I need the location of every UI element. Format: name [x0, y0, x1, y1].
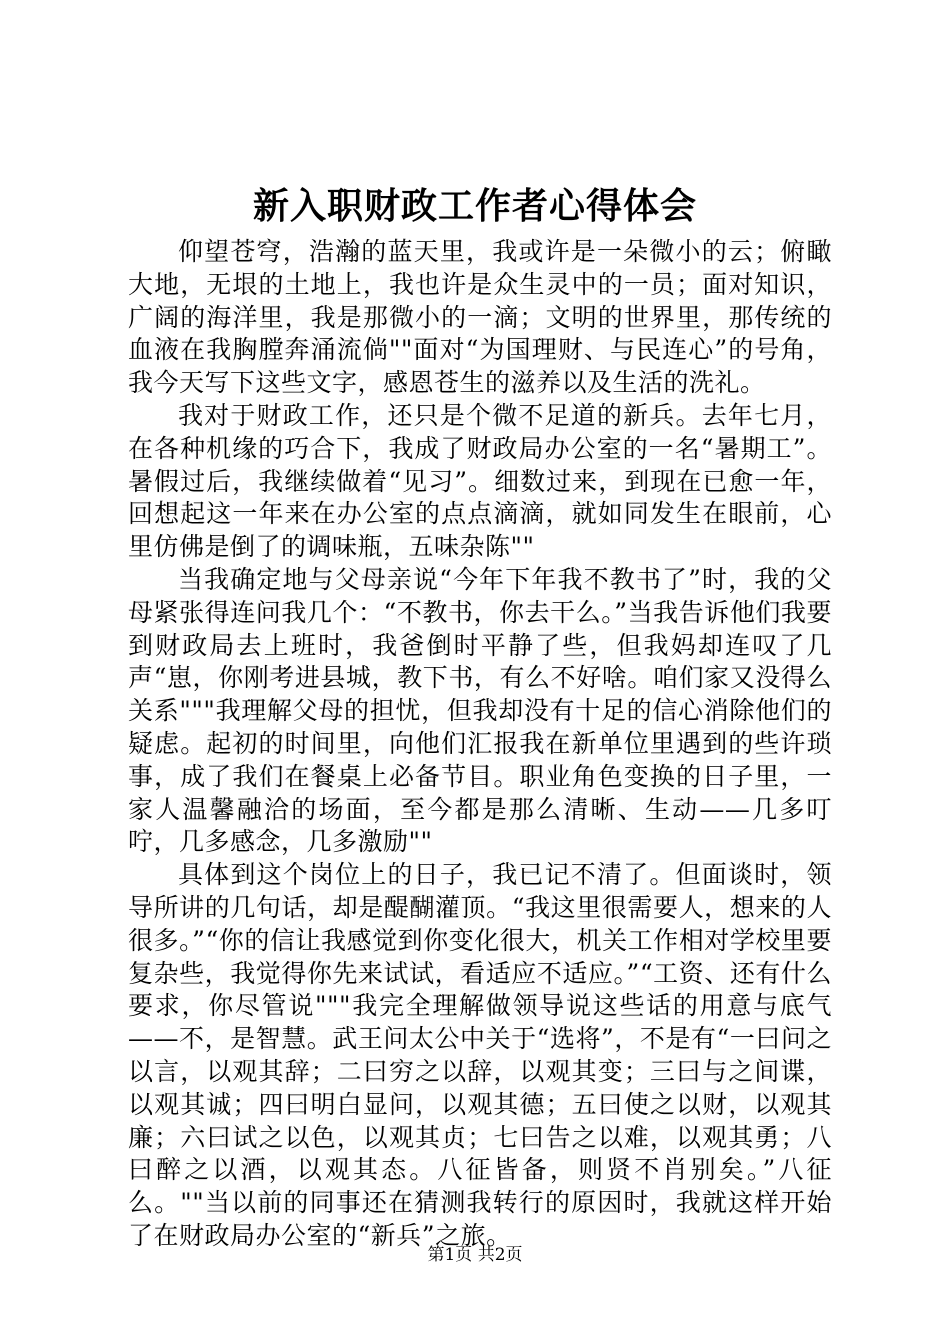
page-number-footer: 第1页 共2页 — [427, 1245, 523, 1265]
paragraph-1: 仰望苍穹，浩瀚的蓝天里，我或许是一朵微小的云；俯瞰大地，无垠的土地上，我也许是众生灵中的一员；面对知识，广阔的海洋里，我是那微小的一滴；文明的世界里，那传统的血液在我胸膛奔涌流倘""面对“为国理财、与民连心”的号角，我今天写下这些文字，感恩苍生的滋养以及生活的洗礼。 — [128, 237, 832, 398]
paragraph-2: 我对于财政工作，还只是个微不足道的新兵。去年七月，在各种机缘的巧合下，我成了财政局办公室的一名“暑期工”。暑假过后，我继续做着“见习”。细数过来，到现在已愈一年，回想起这一年来在办公室的点点滴滴，就如同发生在眼前，心里仿佛是倒了的调味瓶，五味杂陈"" — [128, 400, 832, 562]
paragraph-4: 具体到这个岗位上的日子，我已记不清了。但面谈时，领导所讲的几句话，却是醍醐灌顶。“我这里很需要人，想来的人很多。”“你的信让我感觉到你变化很大，机关工作相对学校里要复杂些，我觉得你先来试试，看适应不适应。”“工资、还有什么要求，你尽管说"""我完全理解做领导说这些话的用意与底气——不，是智慧。武王问太公中关于“选将”，不是有“一曰问之以言，以观其辞；二曰穷之以辞，以观其变；三曰与之间谍，以观其诚；四曰明白显问，以观其德；五曰使之以财，以观其廉；六曰试之以色，以观其贞；七曰告之以难，以观其勇；八曰醉之以酒，以观其态。八征皆备，则贤不肖别矣。”八征么。""当以前的同事还在猜测我转行的原因时，我就这样开始了在财政局办公室的“新兵”之旅。 — [128, 860, 832, 1250]
document-body — [128, 236, 832, 1253]
document-title: 新入职财政工作者心得体会 — [252, 185, 697, 227]
paragraph-3: 当我确定地与父母亲说“今年下年我不教书了”时，我的父母紧张得连问我几个：“不教书，你去干么。”当我告诉他们我要到财政局去上班时，我爸倒时平静了些，但我妈却连叹了几声“崽，你刚考进县城，教下书，有么不好啥。咱们家又没得么关系"""我理解父母的担忧，但我却没有十足的信心消除他们的疑虑。起初的时间里，向他们汇报我在新单位里遇到的些许琐事，成了我们在餐桌上必备节目。职业角色变换的日子里，一家人温馨融洽的场面，至今都是那么清晰、生动——几多叮咛，几多感念，几多激励"" — [128, 564, 832, 857]
